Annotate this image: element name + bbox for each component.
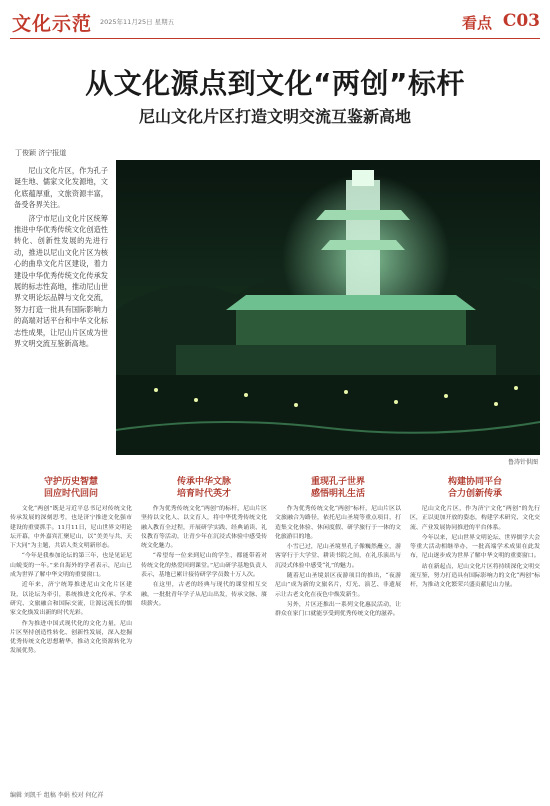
masthead xyxy=(0,0,550,40)
issue-weekday: 星期五 xyxy=(154,18,175,26)
section-name: 看点 xyxy=(461,14,492,32)
body-paragraph: 作为优秀传统文化“两创”标杆，尼山片区以文旅融合为路径，依托尼山圣境等重点项目，打造集文化体验、休闲度假、研学旅行于一体的文化旅游目的地。 xyxy=(275,506,401,540)
byline: 丁俊颖 济宁报道 xyxy=(15,149,67,157)
section-heading: 守护历史智慧 回应时代回问 xyxy=(43,477,98,499)
body-paragraph: 文化“两创”既是习近平总书记对传统文化传承发展的深刻思考，也是济宁推进文化强市建设的重要抓手。11月11日，尼山世界文明论坛开幕，中外嘉宾汇聚尼山，以“美美与共、天下大同”为主题，共话人类文明新形态。 xyxy=(10,506,132,550)
body-paragraph: 在这里，古老的经典与现代的课堂相互交融，一批批青年学子从尼山出发，传承文脉、赓续薪火。 xyxy=(141,582,267,607)
issue-date: 2025年11月25日 xyxy=(100,18,153,26)
masthead-rule xyxy=(10,38,540,39)
headline: 从文化源点到文化“两创”标杆 xyxy=(85,67,465,100)
body-paragraph: 小雪已过，尼山圣境里孔子像巍然矗立，游客穿行于大学堂、耕读书院之间，在礼乐演出与沉浸式体验中感受“礼”的魅力。 xyxy=(275,544,401,569)
body-paragraph: 作为优秀传统文化“两创”的标杆，尼山片区坚持以文化人、以文育人，将中华优秀传统文化融入教育全过程，开展研学实践、经典诵读、礼仪教育等活动，让青少年在沉浸式体验中感受传统文化魅力。 xyxy=(141,506,267,550)
body-paragraph: 近年来，济宁统筹推进尼山文化片区建设，以论坛为牵引，系统推进文化传承、学术研究、文旅融合和国际交流，让源远流长的儒家文化焕发出新的时代光彩。 xyxy=(10,582,132,617)
body-paragraph: 今年以来，尼山世界文明论坛、世界儒学大会等重大活动相继举办，一批高端学术成果在此发布，尼山逐步成为世界了解中华文明的重要窗口。 xyxy=(410,534,540,560)
body-paragraph: “希望每一位来到尼山的学生，都能带着对传统文化的热爱回到课堂。”尼山研学基地负责人表示，基地已累计接待研学学员数十万人次。 xyxy=(141,553,267,579)
body-paragraph: 站在新起点，尼山文化片区将持续深化文明交流互鉴，努力打造具有国际影响力的文化“两创”标杆，为推动文化繁荣兴盛贡献尼山力量。 xyxy=(410,563,540,589)
body-paragraph: “今年是我参加论坛的第三年，也是见证尼山蜕变的一年。”来自海外的学者表示，尼山已成为世界了解中华文明的重要窗口。 xyxy=(10,553,132,579)
lede-paragraph: 济宁市尼山文化片区统筹推进中华优秀传统文化创造性转化、创新性发展的先进行动，推进以尼山文化片区为核心的曲阜文化片区建设，着力建设中华优秀传统文化传承发展的标志性高地，推动尼山世界文明论坛品牌与文化交流，努力打造一批具有国际影响力的高端对话平台和中华文化标志性成果，让尼山片区成为世界文明交流互鉴新高地。 xyxy=(14,213,108,349)
text-column-4 xyxy=(410,472,540,592)
section-heading: 构建协同平台 合力创新传承 xyxy=(447,477,502,499)
body-paragraph: 随着尼山圣境景区夜游项目的推出，“夜游尼山”成为新的文旅名片，灯光、演艺、非遗展示让古老文化在夜色中焕发新生。 xyxy=(275,573,401,598)
text-column-3 xyxy=(275,472,401,621)
masthead-brand: 文化示范 xyxy=(12,13,93,35)
body-paragraph: 作为推进中国式现代化的文化力量，尼山片区坚持创造性转化、创新性发展，深入挖掘优秀传统文化思想精华，推动文化资源转化为发展优势。 xyxy=(10,620,132,655)
photo-illustration xyxy=(116,160,540,455)
section-heading: 传承中华文脉 培育时代英才 xyxy=(176,477,231,499)
editor-credits: 编辑 刘凯千 组稿 李娟 校对 何亿祥 xyxy=(10,792,104,799)
text-column-1 xyxy=(10,472,132,658)
body-paragraph: 另外，片区还推出一系列文化惠民活动，让群众在家门口就能享受到优秀传统文化的滋养。 xyxy=(275,601,401,618)
night-view-photo xyxy=(116,160,540,455)
section-heading: 重现孔子世界 感悟明礼生活 xyxy=(310,477,365,499)
masthead-date xyxy=(100,17,174,26)
body-paragraph: 尼山文化片区，作为济宁文化“两创”的先行区，正以更加开放的姿态，构建学术研究、文化交流、产业发展协同推进的平台体系。 xyxy=(410,506,540,531)
text-column-2 xyxy=(141,472,267,610)
lede-column xyxy=(14,165,108,352)
page-number: C03 xyxy=(502,11,540,31)
subheadline: 尼山文化片区打造文明交流互鉴新高地 xyxy=(138,107,411,126)
photo-caption: 鲁涛针供图 xyxy=(507,459,538,466)
lede-paragraph: 尼山文化片区，作为孔子诞生地、儒家文化发源地，文化底蕴厚重，文旅资源丰富，备受各界关注。 xyxy=(14,166,108,210)
